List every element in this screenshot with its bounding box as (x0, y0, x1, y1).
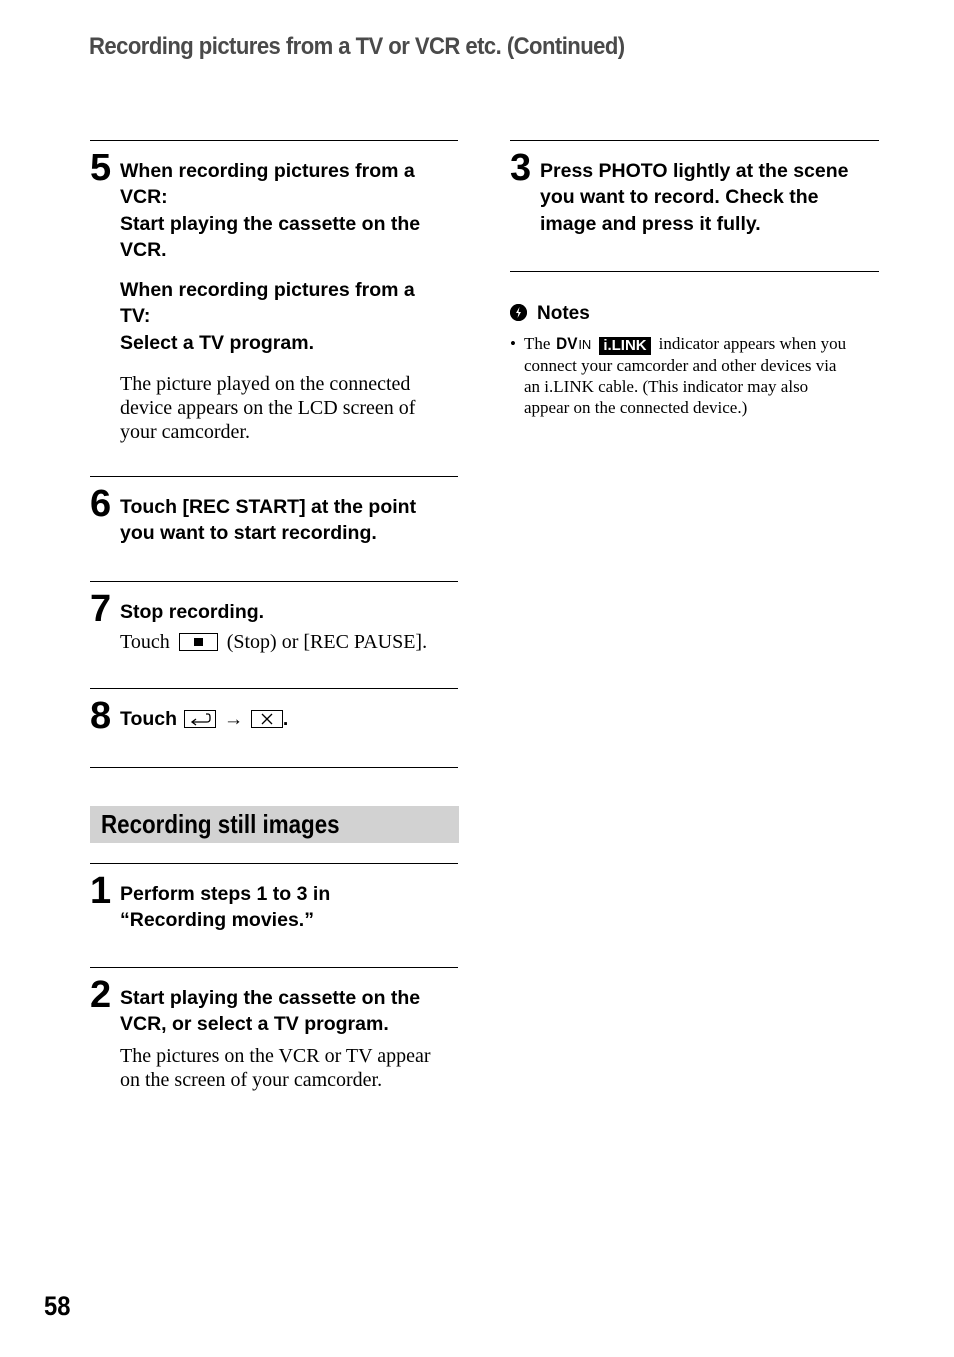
step-heading: Start playing the cassette on the (120, 987, 421, 1009)
still-step-2-body (120, 985, 460, 1092)
notes-list (510, 333, 880, 418)
section-heading-box (90, 806, 459, 843)
step-6-body (120, 494, 460, 547)
step-number: 2 (90, 974, 112, 1016)
step-heading: Start playing the cassette on the (120, 212, 421, 235)
step-description: on the screen of your camcorder. (120, 1068, 383, 1091)
dv-in-indicator-suffix: IN (578, 337, 592, 352)
return-arrow-icon (184, 710, 216, 728)
step-heading: When recording pictures from a (120, 160, 415, 182)
divider (90, 688, 458, 689)
divider (510, 140, 879, 141)
ilink-indicator: i.LINK (599, 337, 650, 355)
note-line: appear on the connected device.) (524, 398, 748, 417)
notes-heading (510, 303, 590, 325)
step-heading (120, 706, 460, 732)
note-line: connect your camcorder and other devices via (524, 356, 837, 375)
note-line (524, 333, 880, 355)
step-5-body (120, 158, 460, 444)
divider (90, 863, 458, 864)
notes-icon (510, 304, 527, 321)
step-text: Touch (120, 708, 178, 730)
page-header-title: Recording pictures from a TV or VCR etc. (Continued) (89, 33, 625, 60)
step-number: 8 (90, 695, 112, 737)
close-x-icon (251, 710, 283, 728)
step-number: 3 (510, 147, 532, 189)
step-heading: Touch [REC START] at the point (120, 496, 417, 518)
divider (90, 967, 458, 968)
step-heading: you want to record. Check the (540, 186, 819, 209)
step-heading: When recording pictures from a (120, 279, 415, 302)
step-heading: VCR. (120, 238, 167, 261)
bullet: • (510, 334, 516, 353)
step-number: 5 (90, 147, 112, 189)
divider (510, 271, 879, 272)
dv-in-indicator-label: DV (555, 334, 578, 353)
divider (90, 581, 458, 582)
note-text: The (524, 334, 551, 353)
arrow-glyph: → (223, 708, 244, 730)
step-text: . (282, 708, 289, 730)
step-7-body (120, 599, 460, 654)
still-step-3-body (540, 158, 880, 237)
page-number: 58 (44, 1291, 71, 1321)
divider (90, 476, 458, 477)
step-description: your camcorder. (120, 421, 250, 444)
step-text: (Stop) or [REC PAUSE]. (226, 631, 428, 654)
step-heading: VCR: (120, 186, 168, 209)
step-8-body (120, 706, 460, 732)
step-description: The pictures on the VCR or TV appear (120, 1044, 431, 1067)
step-text: Touch (120, 631, 170, 654)
step-heading: VCR, or select a TV program. (120, 1013, 389, 1036)
step-description: device appears on the LCD screen of (120, 397, 416, 420)
step-description: The picture played on the connected (120, 373, 411, 396)
step-heading: you want to start recording. (120, 522, 377, 545)
step-heading: “Recording movies.” (120, 909, 314, 932)
step-description (120, 630, 460, 654)
step-number: 7 (90, 588, 112, 630)
step-heading: Select a TV program. (120, 331, 314, 354)
divider (90, 140, 458, 141)
stop-square-icon (179, 633, 218, 651)
note-item (524, 333, 880, 418)
note-line: an i.LINK cable. (This indicator may also (524, 377, 809, 396)
step-number: 6 (90, 483, 112, 525)
step-heading: Perform steps 1 to 3 in (120, 883, 331, 905)
step-heading: Press PHOTO lightly at the scene (540, 160, 849, 182)
step-heading: Stop recording. (120, 601, 265, 623)
note-text: indicator appears when you (658, 334, 847, 353)
step-heading: image and press it fully. (540, 212, 761, 235)
step-number: 1 (90, 870, 112, 912)
still-step-1-body (120, 881, 460, 934)
divider (90, 767, 458, 768)
section-title: Recording still images (101, 809, 340, 839)
notes-title: Notes (537, 303, 590, 324)
step-heading: TV: (120, 305, 151, 328)
